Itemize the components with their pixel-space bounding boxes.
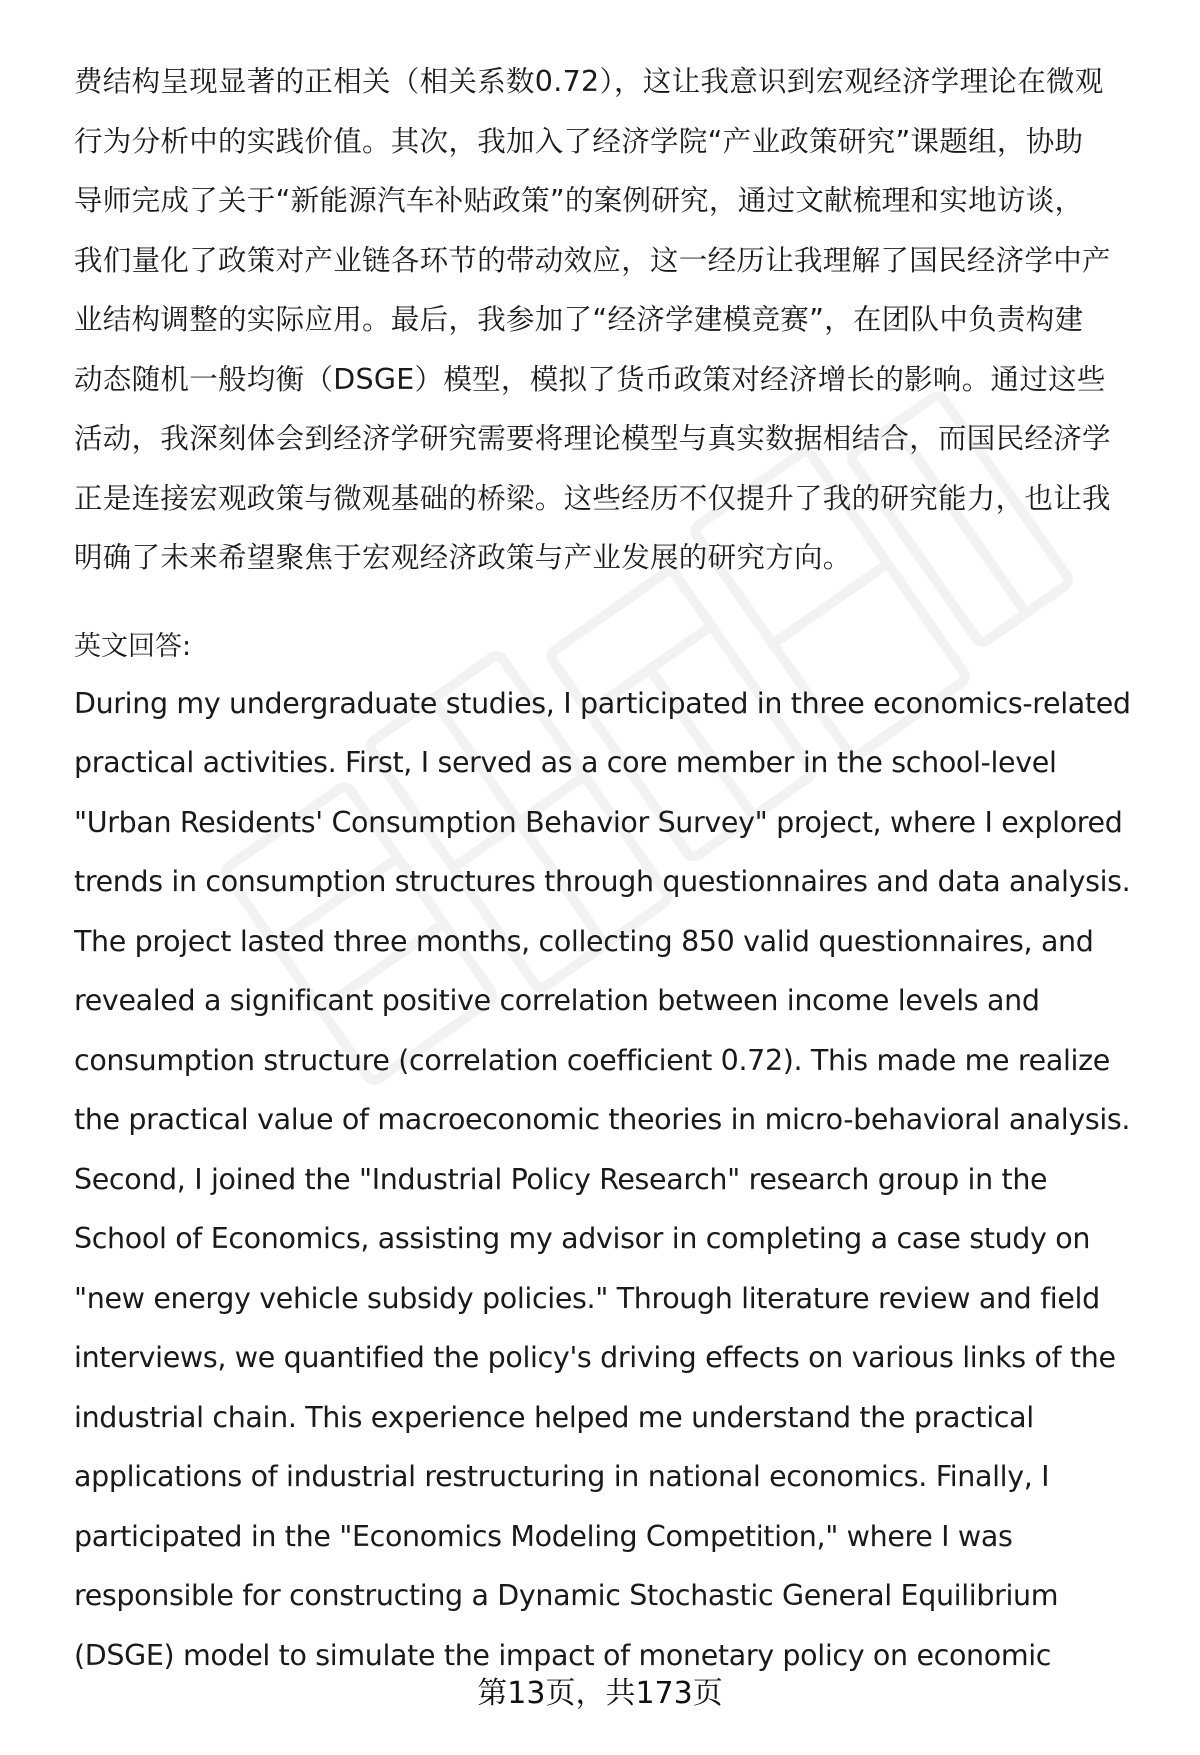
en-line-7: consumption structure (correlation coefficient 0.72). This made me realize [74,1043,1110,1077]
zh-line-7: 活动，我深刻体会到经济学研究需要将理论模型与真实数据相结合，而国民经济学 [74,422,1111,455]
en-line-15: participated in the "Economics Modeling Competition," where I was [74,1519,1013,1553]
zh-line-9: 明确了未来希望聚焦于宏观经济政策与产业发展的研究方向。 [74,541,852,574]
en-line-13: industrial chain. This experience helped me understand the practical [74,1400,1034,1434]
zh-line-8: 正是连接宏观政策与微观基础的桥梁。这些经历不仅提升了我的研究能力，也让我 [74,481,1111,515]
zh-line-2: 行为分析中的实践价值。其次，我加入了经济学院“产业政策研究”课题组，协助 [74,124,1084,158]
zh-line-1: 费结构呈现显著的正相关（相关系数0.72），这让我意识到宏观经济学理论在微观 [74,65,1104,98]
en-line-5: The project lasted three months, collecting 850 valid questionnaires, and [74,924,1094,958]
en-line-10: School of Economics, assisting my advisor in completing a case study on [74,1222,1091,1255]
zh-line-3: 导师完成了关于“新能源汽车补贴政策”的案例研究，通过文献梳理和实地访谈， [74,184,1084,217]
english-answer-label: 英文回答: [74,630,192,662]
en-line-9: Second, I joined the "Industrial Policy Research" research group in the [74,1162,1048,1196]
zh-line-4: 我们量化了政策对产业链各环节的带动效应，这一经历让我理解了国民经济学中产 [74,243,1111,277]
chinese-answer-paragraph [74,52,1154,588]
en-line-16: responsible for constructing a Dynamic Stochastic General Equilibrium [74,1579,1059,1612]
zh-line-5: 业结构调整的实际应用。最后，我参加了“经济学建模竞赛”，在团队中负责构建 [74,303,1084,336]
en-line-6: revealed a significant positive correlation between income levels and [74,984,1040,1017]
en-line-12: interviews, we quantified the policy's driving effects on various links of the [74,1341,1116,1374]
document-body [74,52,1154,1685]
en-line-3: "Urban Residents' Consumption Behavior Survey" project, where I explored [74,805,1123,839]
zh-line-6: 动态随机一般均衡（DSGE）模型，模拟了货币政策对经济增长的影响。通过这些 [74,362,1106,396]
en-line-11: "new energy vehicle subsidy policies." Through literature review and field [74,1281,1100,1315]
en-line-14: applications of industrial restructuring in national economics. Finally, I [74,1460,1050,1493]
page-number-footer: 第13页，共173页 [477,1676,723,1711]
en-line-2: practical activities. First, I served as a core member in the school-level [74,746,1057,779]
en-line-4: trends in consumption structures through questionnaires and data analysis. [74,865,1131,898]
en-line-8: the practical value of macroeconomic theories in micro-behavioral analysis. [74,1103,1131,1136]
en-line-1: During my undergraduate studies, I participated in three economics-related [74,686,1131,720]
english-answer-paragraph [74,674,1154,1686]
en-line-17: (DSGE) model to simulate the impact of monetary policy on economic [74,1638,1052,1672]
